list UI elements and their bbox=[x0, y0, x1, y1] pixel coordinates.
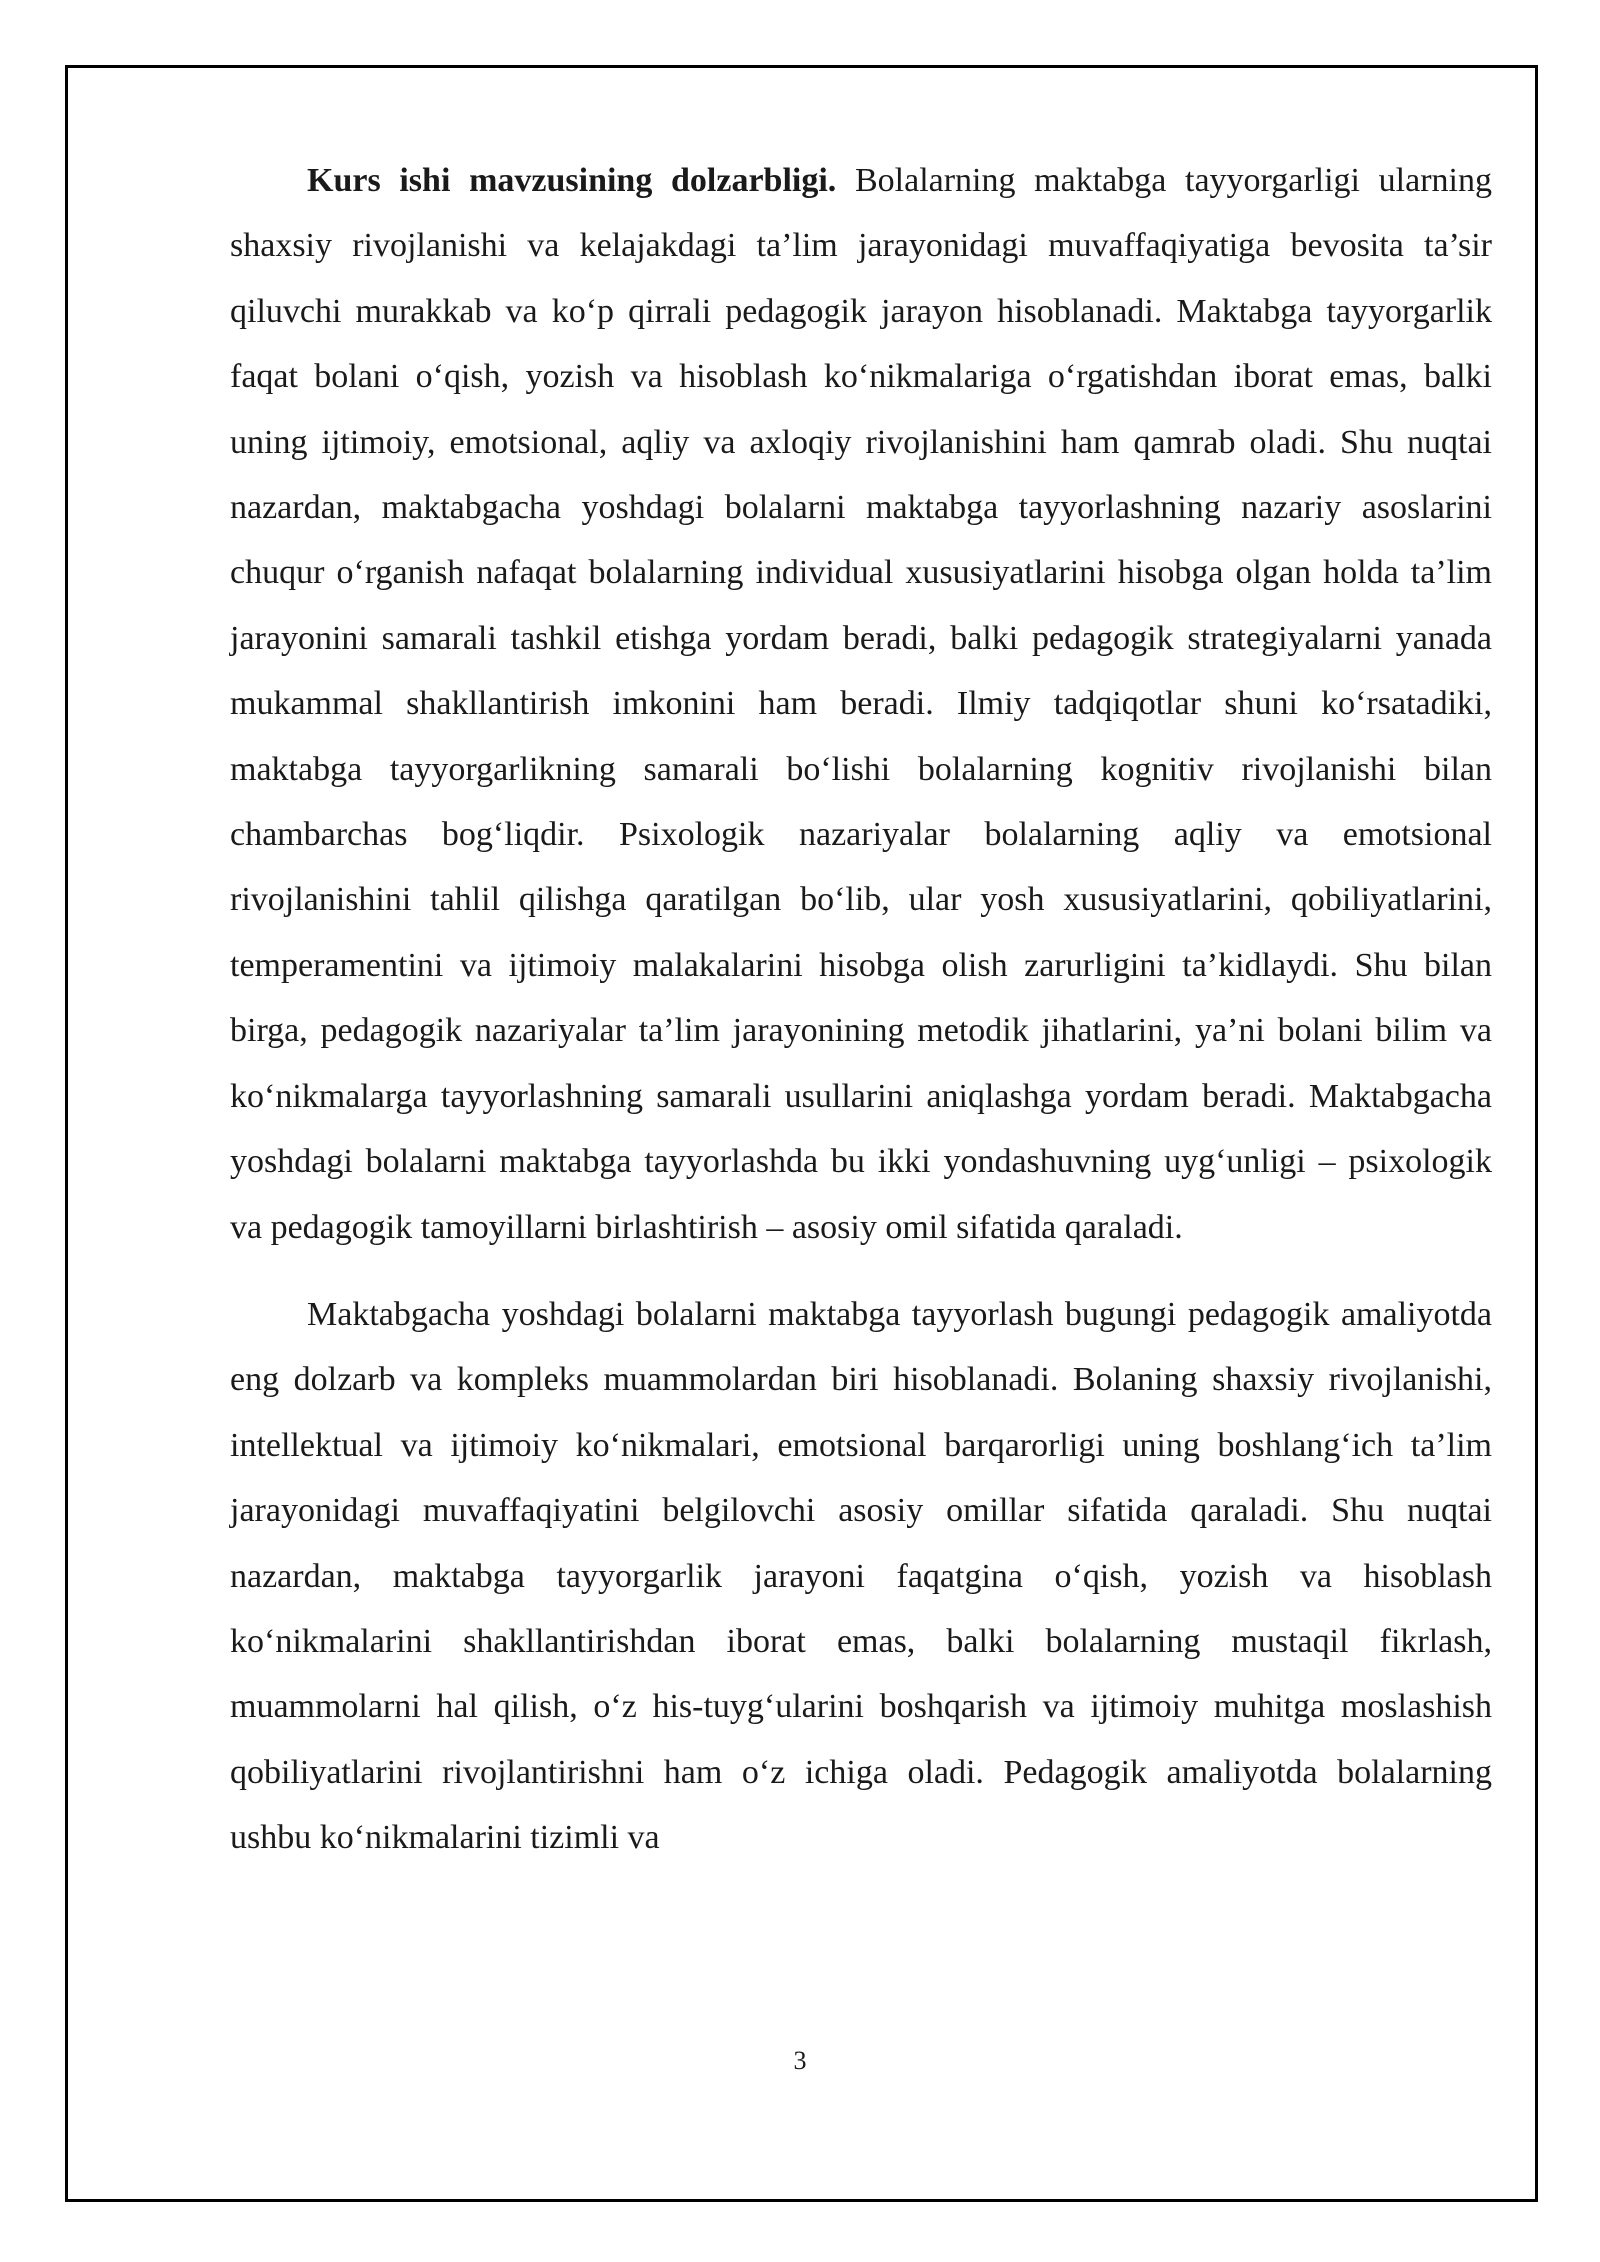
page-number: 3 bbox=[793, 2046, 807, 2075]
paragraph-lead-heading: Kurs ishi mavzusining dolzarbligi. bbox=[307, 162, 837, 199]
paragraph-text: Bolalarning maktabga tayyorgarligi ularning shaxsiy rivojlanishi va kelajakdagi ta’lim jarayonidagi muvaffaqiyatiga bevosita ta’sir qiluvchi murakkab va ko‘p qirrali pedagogik jarayon hisoblanadi. Maktabga tayyorgarlik faqat bolani o‘qish, yozish va hisoblash ko‘nikmalariga o‘rgatishdan iborat emas, balki uning ijtimoiy, emotsional, aqliy va axloqiy rivojlanishini ham qamrab oladi. Shu nuqtai nazardan, maktabgacha yoshdagi bolalarni maktabga tayyorlashning nazariy asoslarini chuqur o‘rganish nafaqat bolalarning individual xususiyatlarini hisobga olgan holda ta’lim jarayonini samarali tashkil etishga yordam beradi, balki pedagogik strategiyalarni yanada mukammal shakllantirish imkonini ham beradi. Ilmiy tadqiqotlar shuni ko‘rsatadiki, maktabga tayyorgarlikning samarali bo‘lishi bolalarning kognitiv rivojlanishi bilan chambarchas bog‘liqdir. Psixologik nazariyalar bolalarning aqliy va emotsional rivojlanishini tahlil qilishga qaratilgan bo‘lib, ular yosh xususiyatlarini, qobiliyatlarini, temperamentini va ijtimoiy malakalarini hisobga olish zarurligini ta’kidlaydi. Shu bilan birga, pedagogik nazariyalar ta’lim jarayonining metodik jihatlarini, ya’ni bolani bilim va ko‘nikmalarga tayyorlashning samarali usullarini aniqlashga yordam beradi. Maktabgacha yoshdagi bolalarni maktabga tayyorlashda bu ikki yondashuvning uyg‘unligi – psixologik va pedagogik tamoyillarni birlashtirish – asosiy omil sifatida qaraladi. bbox=[230, 162, 1492, 1246]
document-body bbox=[230, 148, 1492, 1871]
paragraph-text: Maktabgacha yoshdagi bolalarni maktabga tayyorlash bugungi pedagogik amaliyotda eng dolzarb va kompleks muammolardan biri hisoblanadi. Bolaning shaxsiy rivojlanishi, intellektual va ijtimoiy ko‘nikmalari, emotsional barqarorligi uning boshlang‘ich ta’lim jarayonidagi muvaffaqiyatini belgilovchi asosiy omillar sifatida qaraladi. Shu nuqtai nazardan, maktabga tayyorgarlik jarayoni faqatgina o‘qish, yozish va hisoblash ko‘nikmalarini shakllantirishdan iborat emas, balki bolalarning mustaqil fikrlash, muammolarni hal qilish, o‘z his-tuyg‘ularini boshqarish va ijtimoiy muhitga moslashish qobiliyatlarini rivojlantirishni ham o‘z ichiga oladi. Pedagogik amaliyotda bolalarning ushbu ko‘nikmalarini tizimli va bbox=[230, 1295, 1492, 1857]
paragraph-school-preparation bbox=[230, 1282, 1492, 1871]
paragraph-relevance bbox=[230, 148, 1492, 1260]
